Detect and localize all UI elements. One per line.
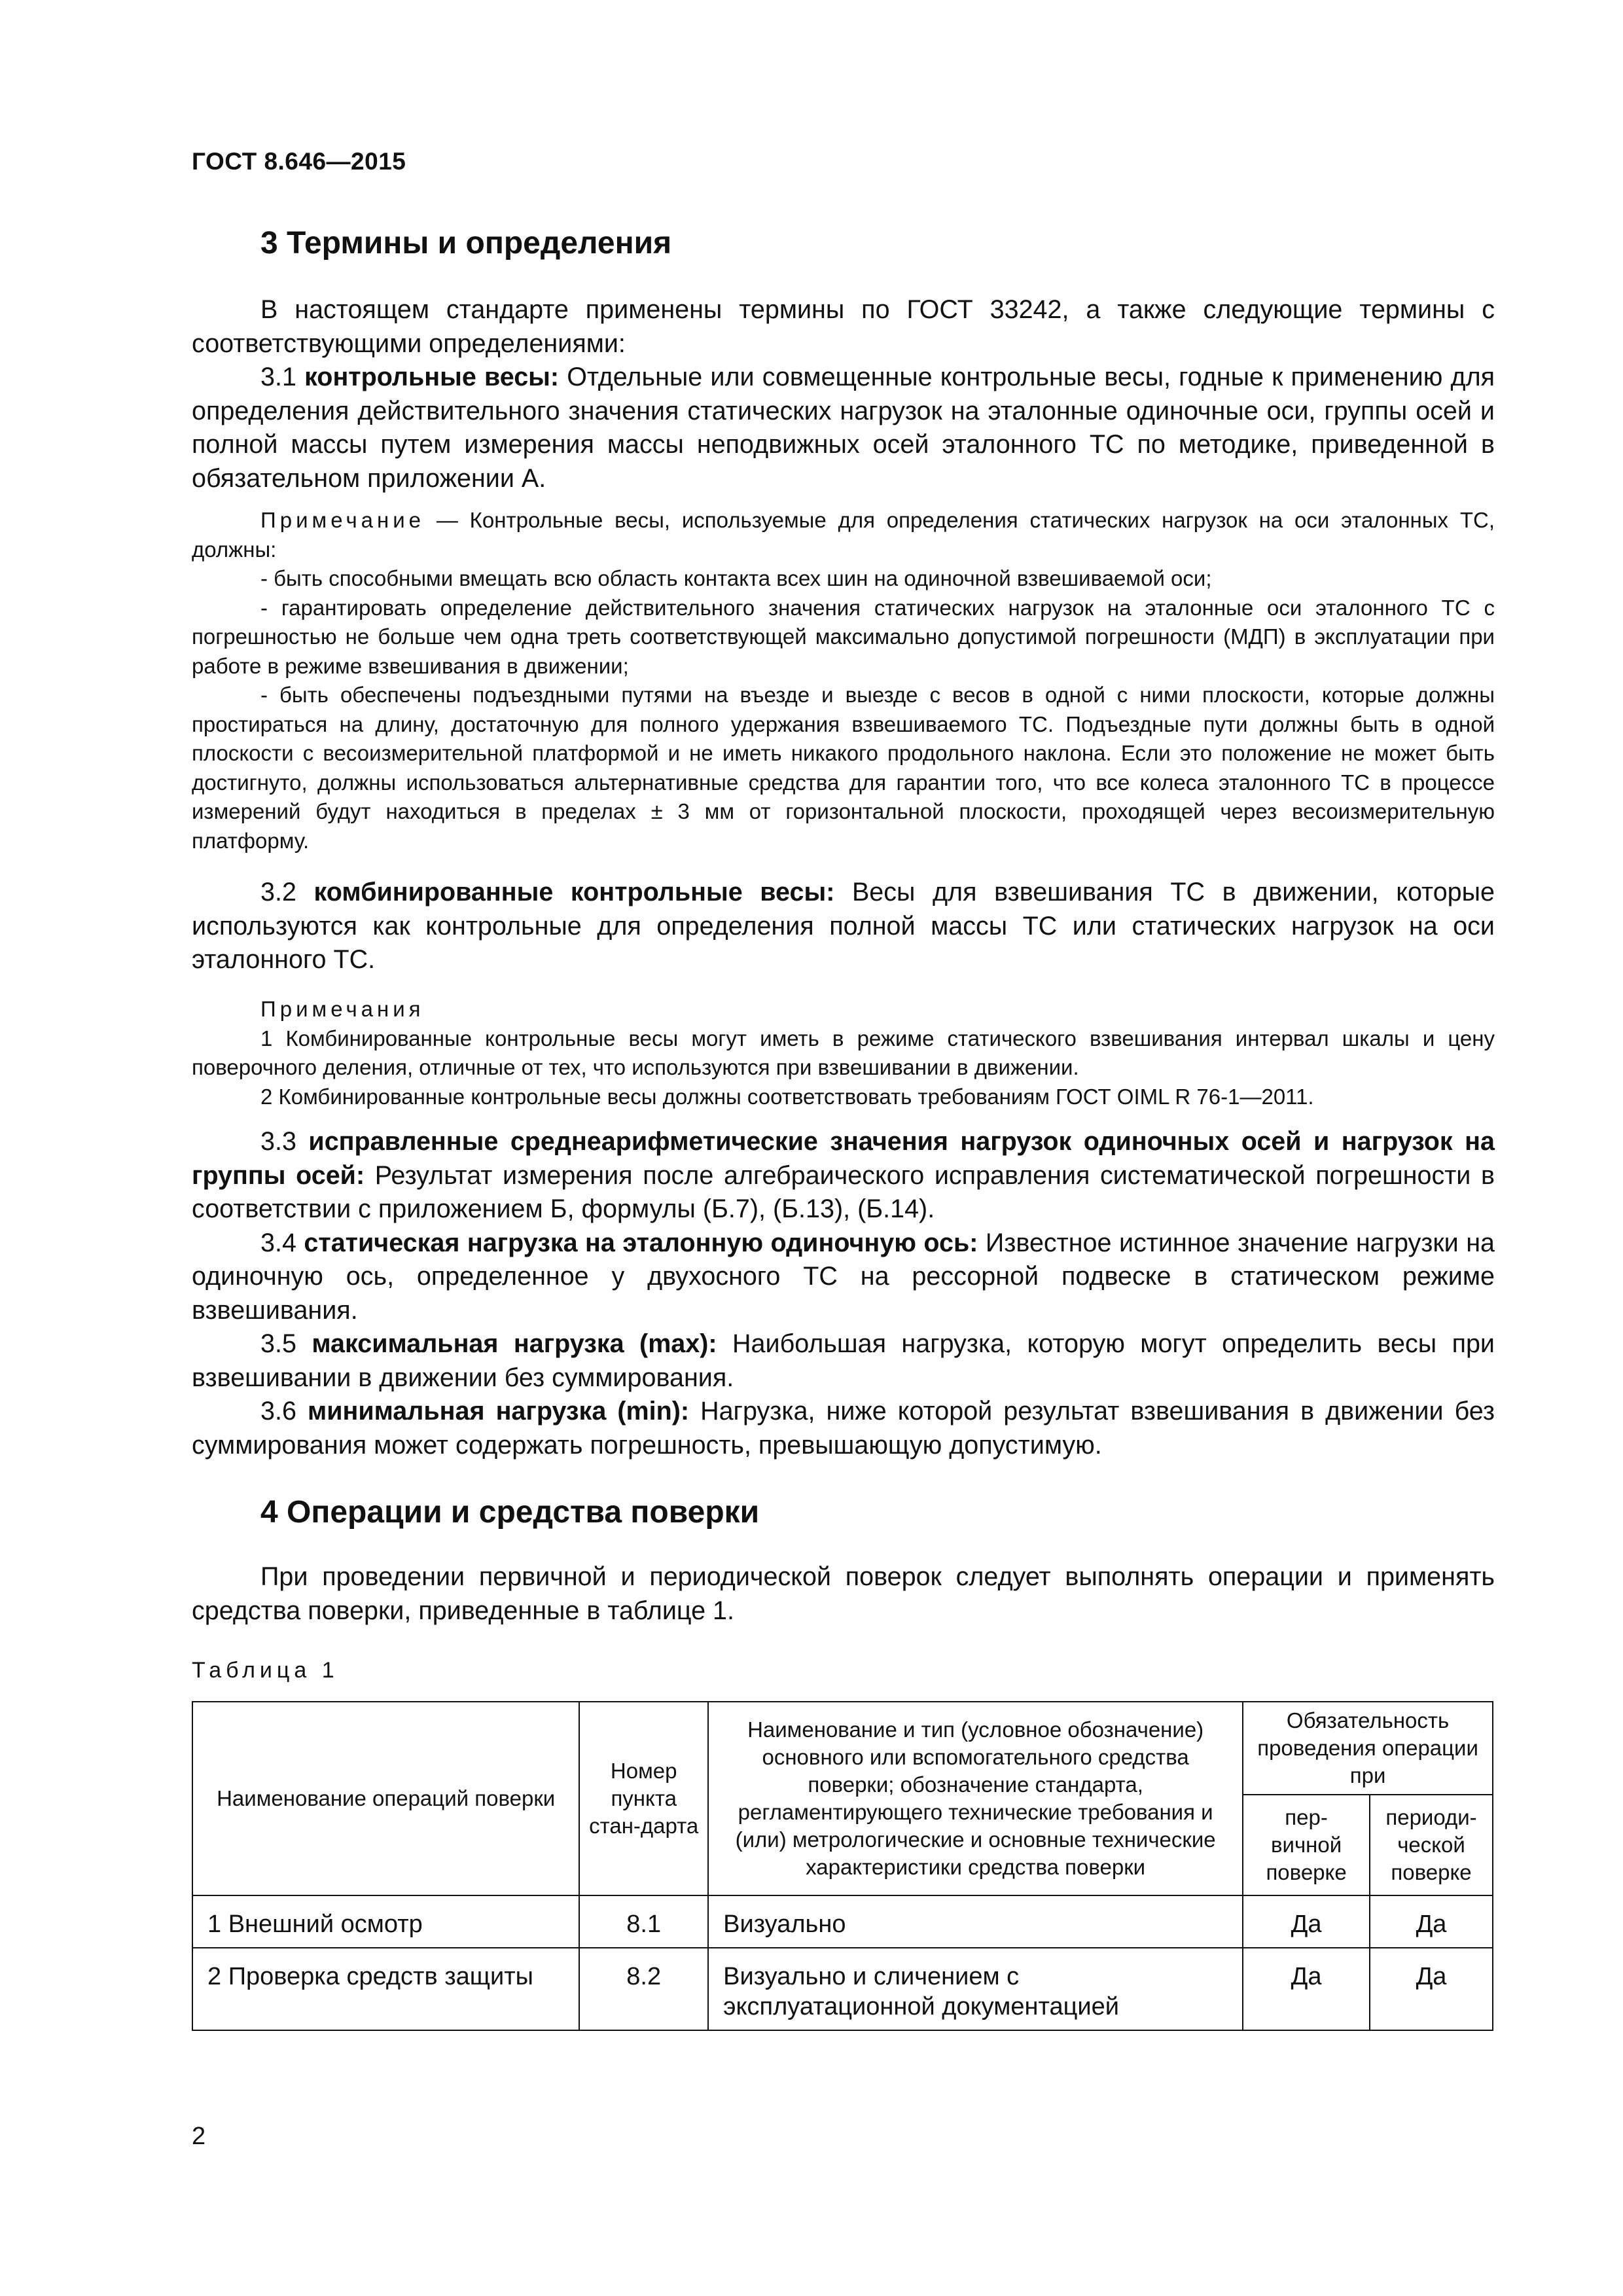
table-row: [192, 1895, 1493, 1948]
header-operation: Наименование операций поверки: [192, 1702, 579, 1895]
page-number: 2: [192, 2123, 206, 2150]
note-item: 1 Комбинированные контрольные весы могут иметь в режиме статического взвешивания интервал шкалы и цену поверочного деления, отличные от тех, что используются при взвешивании в движении.: [192, 1026, 1495, 1079]
cell-periodic: Да: [1370, 1895, 1493, 1948]
header-periodic: периоди-ческой поверке: [1370, 1795, 1493, 1895]
term-3-3: 3.3 исправленные среднеарифметические значения нагрузок одиночных осей и нагрузок на группы осей: Результат измерения после алгебраического исправления систематической погрешности в соответствии с приложением Б, формулы (Б.7), (Б.13), (Б.14).: [192, 1127, 1495, 1223]
note-lead: — Контрольные весы, используемые для определения статических нагрузок на оси эталонных ТС, должны:: [192, 508, 1495, 562]
section-3-title: 3 Термины и определения: [260, 226, 672, 260]
section-3-body: [192, 293, 1495, 495]
cell-clause: 8.2: [579, 1948, 708, 2030]
terms-3-3-to-3-6: [192, 1125, 1495, 1462]
note-item: - быть способными вмещать всю область контакта всех шин на одиночной взвешиваемой оси;: [260, 566, 1212, 590]
document-code-header: ГОСТ 8.646—2015: [192, 148, 406, 175]
note-label: Примечание: [260, 508, 425, 532]
term-3-2: 3.2 комбинированные контрольные весы: Весы для взвешивания ТС в движении, которые используются как контрольные для определения полной массы ТС или статических нагрузок на оси эталонного ТС.: [192, 878, 1495, 974]
term-3-1: 3.1 контрольные весы: Отдельные или совмещенные контрольные весы, годные к применению для определения действительного значения статических нагрузок на эталонные одиночные оси, группы осей и полной массы путем измерения массы неподвижных осей эталонного ТС по методике, приведенной в обязательном приложении А.: [192, 363, 1495, 493]
term-3-4: 3.4 статическая нагрузка на эталонную одиночную ось: Известное истинное значение нагрузки на одиночную ось, определенное у двухосного ТС на рессорной подвеске в статическом режиме взвешивания.: [192, 1228, 1495, 1325]
note-item: - быть обеспечены подъездными путями на въезде и выезде с весов в одной с ними плоскости, которые должны простираться на длину, достаточную для полного удержания взвешиваемого ТС. Подъездные пути должны быть в одной плоскости с весоизмерительной платформой и не иметь никакого продольного наклона. Если это положение не может быть достигнуто, должны использоваться альтернативные средства для гарантии того, что все колеса эталонного ТС в процессе измерений будут находиться в пределах ± 3 мм от горизонтальной плоскости, проходящей через весоизмерительную платформу.: [192, 683, 1495, 853]
header-clause: Номер пункта стан-дарта: [579, 1702, 708, 1895]
cell-clause: 8.1: [579, 1895, 708, 1948]
section-4-title: 4 Операции и средства поверки: [260, 1495, 760, 1530]
term-3-5: 3.5 максимальная нагрузка (max): Наибольшая нагрузка, которую могут определить весы при взвешивании в движении без суммирования.: [192, 1329, 1495, 1392]
cell-means: Визуально: [708, 1895, 1243, 1948]
header-mandatory: Обязательность проведения операции при: [1243, 1702, 1493, 1795]
cell-periodic: Да: [1370, 1948, 1493, 2030]
term-3-6: 3.6 минимальная нагрузка (min): Нагрузка, ниже которой результат взвешивания в движении без суммирования может содержать погрешность, превышающую допустимую.: [192, 1397, 1495, 1460]
header-means: Наименование и тип (условное обозначение) основного или вспомогательного средства поверки; обозначение стандарта, регламентирующего технические требования и (или) метрологические и основные технические характеристики средства поверки: [708, 1702, 1243, 1895]
cell-operation: 1 Внешний осмотр: [192, 1895, 579, 1948]
cell-means: Визуально и сличением с эксплуатационной документацией: [708, 1948, 1243, 2030]
table-caption: Таблица 1: [192, 1658, 339, 1683]
note-item: - гарантировать определение действительного значения статических нагрузок на эталонные оси эталонного ТС с погрешностью не больше чем одна треть соответствующей максимально допустимой погрешности (МДП) в эксплуатации при работе в режиме взвешивания в движении;: [192, 595, 1495, 678]
term-3-2-block: [192, 876, 1495, 977]
header-primary: пер-вичной поверке: [1243, 1795, 1370, 1895]
cell-primary: Да: [1243, 1895, 1370, 1948]
notes-3-2: [192, 995, 1495, 1111]
cell-operation: 2 Проверка средств защиты: [192, 1948, 579, 2030]
section-3-intro: В настоящем стандарте применены термины по ГОСТ 33242, а также следующие термины с соответствующими определениями:: [192, 295, 1495, 358]
notes-label: Примечания: [260, 997, 425, 1021]
note-item: 2 Комбинированные контрольные весы должны соответствовать требованиям ГОСТ OIML R 76-1—2011.: [260, 1084, 1314, 1109]
cell-primary: Да: [1243, 1948, 1370, 2030]
section-4-intro: При проведении первичной и периодической поверок следует выполнять операции и применять средства поверки, приведенные в таблице 1.: [192, 1562, 1495, 1625]
section-4-body: [192, 1560, 1495, 1628]
table-row: [192, 1948, 1493, 2030]
verification-table: [192, 1701, 1493, 2031]
note-3-1: [192, 506, 1495, 855]
